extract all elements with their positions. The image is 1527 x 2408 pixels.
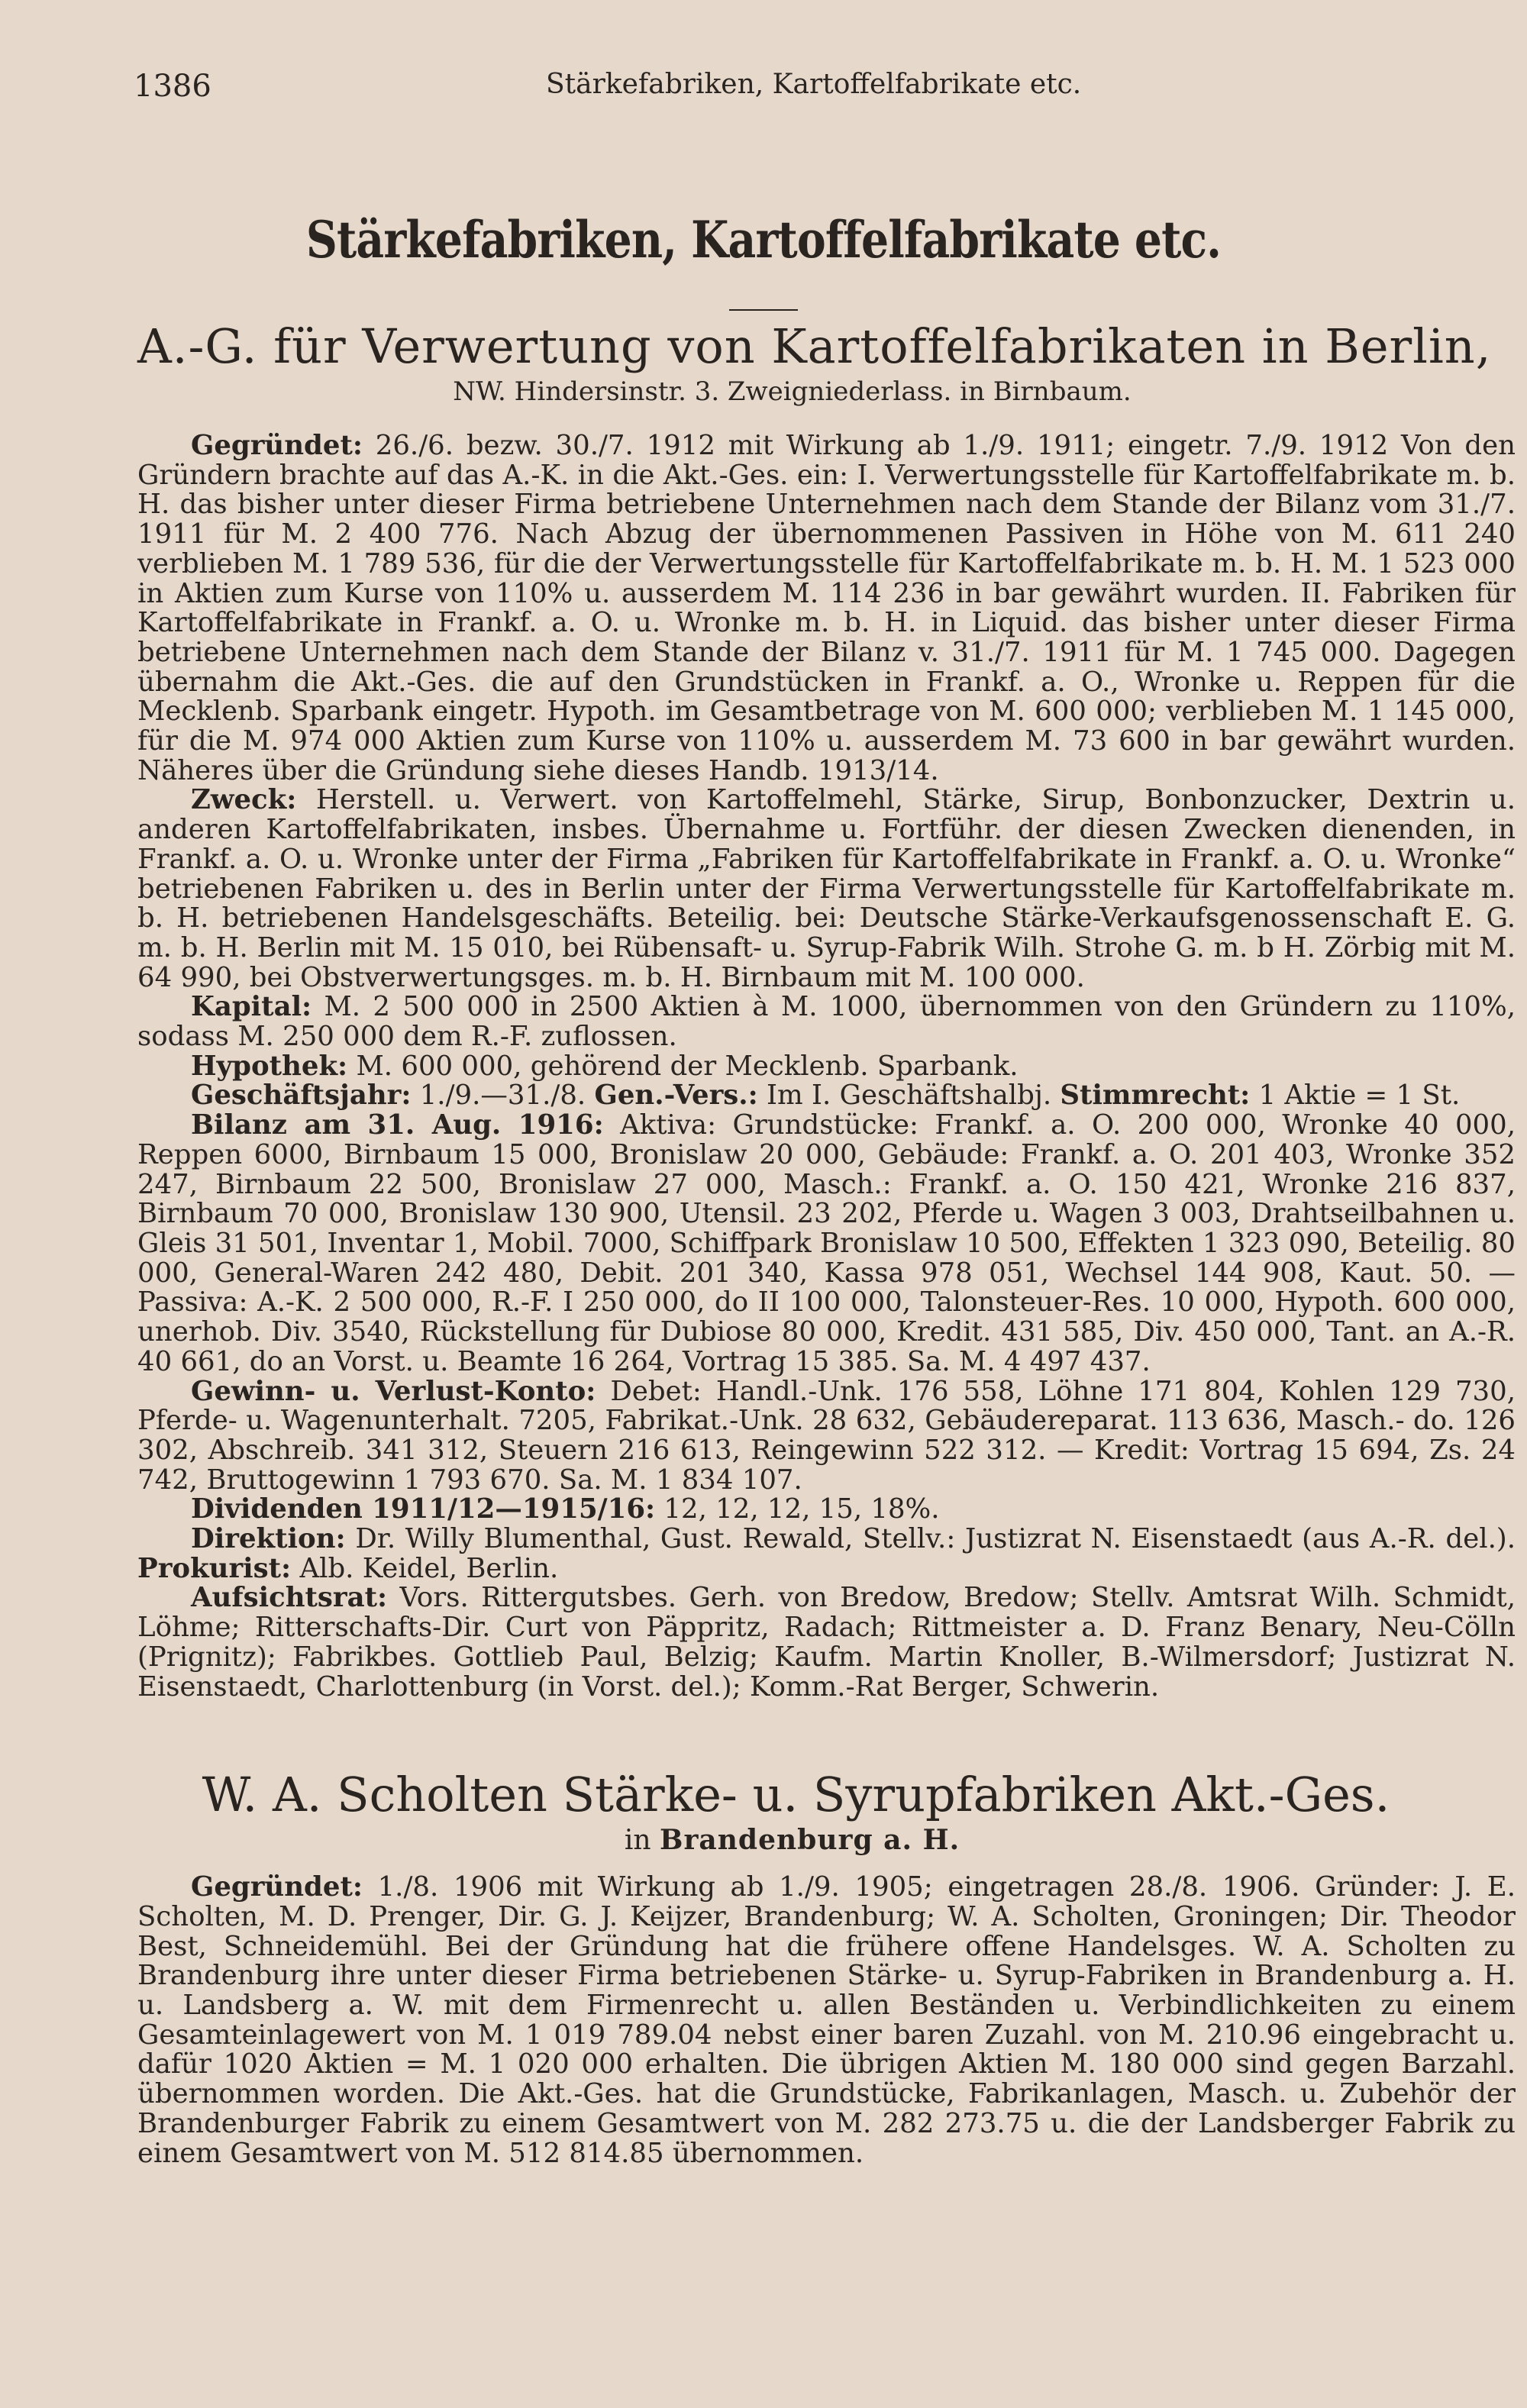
address-prefix: in xyxy=(624,1825,660,1857)
paragraph-text: Vors. Rittergutsbes. Gerh. von Bredow, Bredow; Stellv. Amtsrat Wilh. Schmidt, Löhme; Ritterschafts-Dir. Curt von Päppritz, Radach; Rittmeister a. D. Franz Benary, Neu-Cölln (Prignitz); Fabrikbes. Gottlieb Paul, Belzig; Kaufm. Martin Knoller, B.-Wilmersdorf; Justizrat N. Eisenstaedt, Charlottenburg (in Vorst. del.); Komm.-Rat Berger, Schwerin. xyxy=(137,1582,1516,1703)
paragraph-text: 26./6. bezw. 30./7. 1912 mit Wirkung ab 1./9. 1911; eingetr. 7./9. 1912 Von den Gründern brachte auf das A.-K. in die Akt.-Ges. ein: I. Verwertungsstelle für Kartoffelfabrikate m. b. H. das bisher unter dieser Firma betriebene Unternehmen nach dem Stande der Bilanz vom 31./7. 1911 für M. 2 400 776. Nach Abzug der übernommenen Passiven in Höhe von M. 611 240 verblieben M. 1 789 536, für die der Verwertungsstelle für Kartoffelfabrikate m. b. H. M. 1 523 000 in Aktien zum Kurse von 110% u. ausserdem M. 114 236 in bar gewährt wurden. II. Fabriken für Kartoffelfabrikate in Frankf. a. O. u. Wronke m. b. H. in Liquid. das bisher unter dieser Firma betriebene Unternehmen nach dem Stande der Bilanz v. 31./7. 1911 für M. 1 745 000. Dagegen übernahm die Akt.-Ges. die auf den Grundstücken in Frankf. a. O., Wronke u. Reppen für die Mecklenb. Sparbank eingetr. Hypoth. im Gesamtbetrage von M. 600 000; verblieben M. 1 145 000, für die M. 974 000 Aktien zum Kurse von 110% u. ausserdem M. 73 600 in bar gewährt wurden. Näheres über die Gründung siehe dieses Handb. 1913/14. xyxy=(137,430,1516,786)
paragraph-direktion xyxy=(137,1525,1516,1583)
paragraph-label: Gegründet: xyxy=(191,430,363,461)
company-name: A.-G. für Verwertung von Kartoffelfabrikaten in Berlin, xyxy=(137,318,1492,374)
section-title: Stärkefabriken, Kartoffelfabrikate etc. xyxy=(305,210,1222,270)
company-address xyxy=(137,1823,1516,1858)
running-title: Stärkefabriken, Kartoffelfabrikate etc. xyxy=(546,69,1082,100)
paragraph-text: Dr. Willy Blumenthal, Gust. Rewald, Stellv.: Justizrat N. Eisenstaedt (aus A.-R. del.). xyxy=(345,1523,1516,1555)
paragraph-bilanz xyxy=(137,1111,1516,1377)
paragraph-gegruendet xyxy=(137,431,1516,786)
paragraph-label: Zweck: xyxy=(191,784,297,816)
paragraph-geschaeftsjahr xyxy=(137,1081,1516,1111)
paragraph-text: Aktiva: Grundstücke: Frankf. a. O. 200 000, Wronke 40 000, Reppen 6000, Birnbaum 15 000, Bronislaw 20 000, Gebäude: Frankf. a. O. 201 403, Wronke 352 247, Birnbaum 22 500, Bronislaw 27 000, Masch.: Frankf. a. O. 150 421, Wronke 216 837, Birnbaum 70 000, Bronislaw 130 900, Utensil. 23 202, Pferde u. Wagen 3 003, Drahtseilbahnen u. Gleis 31 501, Inventar 1, Mobil. 7000, Schiffpark Bronislaw 10 500, Effekten 1 323 090, Beteilig. 80 000, General-Waren 242 480, Debit. 201 340, Kassa 978 051, Wechsel 144 908, Kaut. 50. — Passiva: A.-K. 2 500 000, R.-F. I 250 000, do II 100 000, Talonsteuer-Res. 10 000, Hypoth. 600 000, unerhob. Div. 3540, Rückstellung für Dubiose 80 000, Kredit. 431 585, Div. 450 000, Tant. an A.-R. 40 661, do an Vorst. u. Beamte 16 264, Vortrag 15 385. Sa. M. 4 497 437. xyxy=(137,1109,1516,1377)
paragraph-label: Prokurist: xyxy=(137,1552,292,1584)
paragraph-label: Gegründet: xyxy=(191,1871,363,1903)
paragraph-label: Geschäftsjahr: xyxy=(191,1080,412,1112)
company-name: W. A. Scholten Stärke- u. Syrupfabriken Akt.-Ges. xyxy=(202,1767,1390,1823)
page-number: 1386 xyxy=(134,69,211,104)
paragraph-text: Debet: Handl.-Unk. 176 558, Löhne 171 804, Kohlen 129 730, Pferde- u. Wagenunterhalt. 7205, Fabrikat.-Unk. 28 632, Gebäudereparat. 113 636, Masch.- do. 126 302, Abschreib. 341 312, Steuern 216 613, Reingewinn 522 312. — Kredit: Vortrag 15 694, Zs. 24 742, Bruttogewinn 1 793 670. Sa. M. 1 834 107. xyxy=(137,1375,1516,1496)
paragraph-kapital xyxy=(137,993,1516,1051)
paragraph-label: Bilanz am 31. Aug. 1916: xyxy=(191,1109,604,1141)
paragraph-text: 1./9.—31./8. xyxy=(411,1080,595,1112)
paragraph-label: Hypothek: xyxy=(191,1050,348,1082)
paragraph-label: Dividenden 1911/12—1915/16: xyxy=(191,1493,656,1525)
paragraph-dividenden xyxy=(137,1495,1516,1525)
paragraph-label: Direktion: xyxy=(191,1523,346,1555)
paragraph-label: Kapital: xyxy=(191,991,312,1023)
company-entry xyxy=(0,1767,1527,2168)
paragraph-text: Im I. Geschäftshalbj. xyxy=(757,1080,1061,1112)
title-divider xyxy=(729,309,798,311)
address-city: Brandenburg a. H. xyxy=(660,1824,960,1857)
running-head xyxy=(0,69,1527,115)
paragraph-text: 1 Aktie = 1 St. xyxy=(1250,1080,1461,1112)
paragraph-label: Aufsichtsrat: xyxy=(191,1582,388,1614)
paragraph-gegruendet xyxy=(137,1873,1516,2168)
paragraph-gewinn-verlust xyxy=(137,1377,1516,1496)
company-entry xyxy=(0,318,1527,1702)
paragraph-label: Gen.-Vers.: xyxy=(594,1080,758,1112)
paragraph-text: 12, 12, 12, 15, 18%. xyxy=(655,1493,940,1525)
paragraph-aufsichtsrat xyxy=(137,1583,1516,1702)
paragraph-text: Herstell. u. Verwert. von Kartoffelmehl, Stärke, Sirup, Bonbonzucker, Dextrin u. anderen Kartoffelfabrikaten, insbes. Übernahme u. Fortführ. der diesen Zwecken dienenden, in Frankf. a. O. u. Wronke unter der Firma „Fabriken für Kartoffelfabrikate in Frankf. a. O. u. Wronke“ betriebenen Fabriken u. des in Berlin unter der Firma Verwertungsstelle für Kartoffelfabrikate m. b. H. betriebenen Handelsgeschäfts. Beteilig. bei: Deutsche Stärke-Verkaufsgenossenschaft E. G. m. b. H. Berlin mit M. 15 010, bei Rübensaft- u. Syrup-Fabrik Wilh. Strohe G. m. b H. Zörbig mit M. 64 990, bei Obstverwertungsges. m. b. H. Birnbaum mit M. 100 000. xyxy=(137,784,1516,993)
paragraph-text: M. 2 500 000 in 2500 Aktien à M. 1000, übernommen von den Gründern zu 110%, sodass M. 250 000 dem R.-F. zuflossen. xyxy=(137,991,1516,1053)
paragraph-text: Alb. Keidel, Berlin. xyxy=(291,1552,559,1584)
paragraph-text: M. 600 000, gehörend der Mecklenb. Sparbank. xyxy=(347,1050,1019,1082)
paragraph-label: Gewinn- u. Verlust-Konto: xyxy=(191,1375,596,1407)
paragraph-zweck xyxy=(137,786,1516,993)
paragraph-label: Stimmrecht: xyxy=(1060,1080,1251,1112)
paragraph-text: 1./8. 1906 mit Wirkung ab 1./9. 1905; eingetragen 28./8. 1906. Gründer: J. E. Scholten, M. D. Prenger, Dir. G. J. Keijzer, Brandenburg; W. A. Scholten, Groningen; Dir. Theodor Best, Schneidemühl. Bei der Gründung hat die frühere offene Handelsges. W. A. Scholten zu Brandenburg ihre unter dieser Firma betriebenen Stärke- u. Syrup-Fabriken in Brandenburg a. H. u. Landsberg a. W. mit dem Firmenrecht u. allen Beständen u. Verbindlichkeiten zu einem Gesamteinlagewert von M. 1 019 789.04 nebst einer baren Zuzahl. von M. 210.96 eingebracht u. dafür 1020 Aktien = M. 1 020 000 erhalten. Die übrigen Aktien M. 180 000 sind gegen Barzahl. übernommen worden. Die Akt.-Ges. hat die Grundstücke, Fabrikanlagen, Masch. u. Zubehör der Brandenburger Fabrik zu einem Gesamtwert von M. 282 273.75 u. die der Landsberger Fabrik zu einem Gesamtwert von M. 512 814.85 übernommen. xyxy=(137,1871,1516,2169)
paragraph-hypothek xyxy=(137,1052,1516,1082)
company-address: NW. Hindersinstr. 3. Zweigniederlass. in Birnbaum. xyxy=(453,376,1132,407)
